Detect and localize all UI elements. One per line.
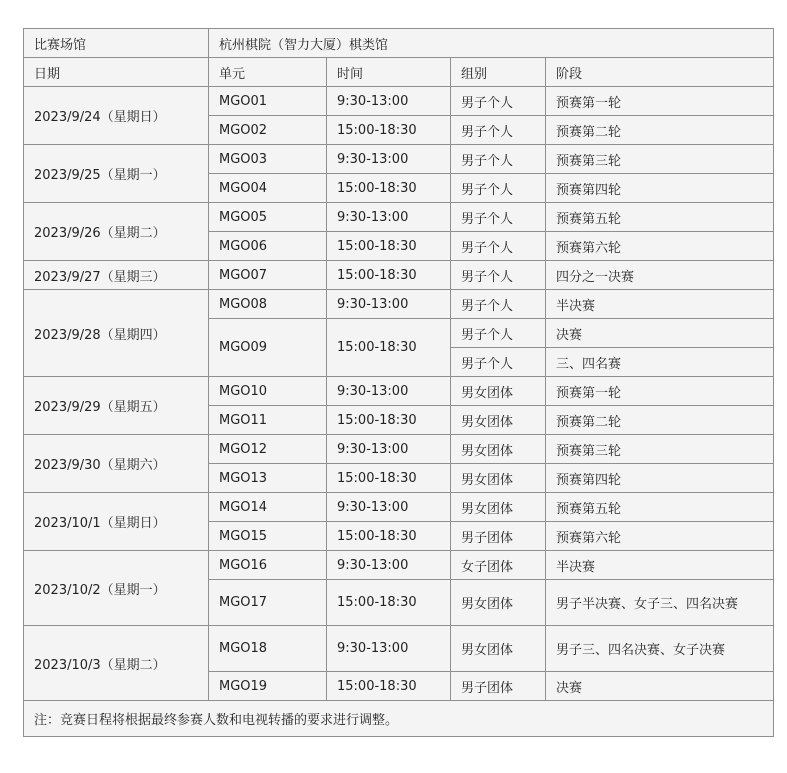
stage-cell: 半决赛 — [546, 290, 774, 319]
group-cell: 男女团体 — [451, 435, 546, 464]
header-row — [24, 58, 774, 87]
schedule-row — [24, 261, 774, 290]
stage-cell: 预赛第四轮 — [546, 464, 774, 493]
time-cell: 15:00-18:30 — [327, 406, 451, 435]
unit-cell: MGO01 — [209, 87, 327, 116]
stage-cell: 预赛第四轮 — [546, 174, 774, 203]
stage-cell: 预赛第六轮 — [546, 232, 774, 261]
time-cell: 9:30-13:00 — [327, 87, 451, 116]
time-cell: 9:30-13:00 — [327, 626, 451, 672]
time-cell: 15:00-18:30 — [327, 580, 451, 626]
group-cell: 女子团体 — [451, 551, 546, 580]
unit-cell: MGO18 — [209, 626, 327, 672]
unit-cell: MGO11 — [209, 406, 327, 435]
group-cell: 男子个人 — [451, 319, 546, 348]
header-time: 时间 — [327, 58, 451, 87]
time-cell: 15:00-18:30 — [327, 261, 451, 290]
date-cell: 2023/10/1（星期日） — [24, 493, 209, 551]
date-cell: 2023/9/25（星期一） — [24, 145, 209, 203]
stage-cell: 男子三、四名决赛、女子决赛 — [546, 626, 774, 672]
group-cell: 男女团体 — [451, 580, 546, 626]
date-cell: 2023/10/3（星期二） — [24, 626, 209, 701]
schedule-row — [24, 87, 774, 116]
stage-cell: 四分之一决赛 — [546, 261, 774, 290]
date-cell: 2023/9/30（星期六） — [24, 435, 209, 493]
schedule-row — [24, 145, 774, 174]
venue-label: 比赛场馆 — [24, 29, 209, 58]
group-cell: 男子团体 — [451, 672, 546, 701]
stage-cell: 半决赛 — [546, 551, 774, 580]
group-cell: 男女团体 — [451, 464, 546, 493]
group-cell: 男子个人 — [451, 87, 546, 116]
stage-cell: 预赛第二轮 — [546, 406, 774, 435]
date-cell: 2023/9/26（星期二） — [24, 203, 209, 261]
unit-cell: MGO14 — [209, 493, 327, 522]
schedule-body — [24, 29, 774, 737]
stage-cell: 预赛第六轮 — [546, 522, 774, 551]
stage-cell: 预赛第五轮 — [546, 493, 774, 522]
schedule-row — [24, 435, 774, 464]
unit-cell: MGO02 — [209, 116, 327, 145]
unit-cell: MGO16 — [209, 551, 327, 580]
schedule-row — [24, 290, 774, 319]
group-cell: 男子个人 — [451, 290, 546, 319]
stage-cell: 预赛第一轮 — [546, 87, 774, 116]
time-cell: 9:30-13:00 — [327, 435, 451, 464]
stage-cell: 预赛第一轮 — [546, 377, 774, 406]
group-cell: 男女团体 — [451, 377, 546, 406]
header-unit: 单元 — [209, 58, 327, 87]
unit-cell: MGO04 — [209, 174, 327, 203]
schedule-row — [24, 551, 774, 580]
schedule-row — [24, 626, 774, 672]
unit-cell: MGO15 — [209, 522, 327, 551]
stage-cell: 男子半决赛、女子三、四名决赛 — [546, 580, 774, 626]
group-cell: 男子个人 — [451, 174, 546, 203]
unit-cell: MGO09 — [209, 319, 327, 377]
group-cell: 男子个人 — [451, 145, 546, 174]
schedule-table — [23, 28, 774, 737]
schedule-row — [24, 493, 774, 522]
time-cell: 9:30-13:00 — [327, 493, 451, 522]
date-cell: 2023/9/29（星期五） — [24, 377, 209, 435]
date-cell: 2023/9/27（星期三） — [24, 261, 209, 290]
time-cell: 15:00-18:30 — [327, 522, 451, 551]
group-cell: 男子个人 — [451, 116, 546, 145]
time-cell: 9:30-13:00 — [327, 377, 451, 406]
group-cell: 男女团体 — [451, 493, 546, 522]
date-cell: 2023/10/2（星期一） — [24, 551, 209, 626]
stage-cell: 预赛第二轮 — [546, 116, 774, 145]
schedule-row — [24, 203, 774, 232]
schedule-row — [24, 377, 774, 406]
group-cell: 男子个人 — [451, 203, 546, 232]
date-cell: 2023/9/28（星期四） — [24, 290, 209, 377]
stage-cell: 预赛第三轮 — [546, 435, 774, 464]
unit-cell: MGO08 — [209, 290, 327, 319]
unit-cell: MGO10 — [209, 377, 327, 406]
venue-row — [24, 29, 774, 58]
header-stage: 阶段 — [546, 58, 774, 87]
time-cell: 15:00-18:30 — [327, 174, 451, 203]
header-date: 日期 — [24, 58, 209, 87]
unit-cell: MGO13 — [209, 464, 327, 493]
unit-cell: MGO07 — [209, 261, 327, 290]
unit-cell: MGO19 — [209, 672, 327, 701]
time-cell: 9:30-13:00 — [327, 145, 451, 174]
unit-cell: MGO12 — [209, 435, 327, 464]
group-cell: 男女团体 — [451, 626, 546, 672]
unit-cell: MGO05 — [209, 203, 327, 232]
group-cell: 男子个人 — [451, 348, 546, 377]
stage-cell: 预赛第五轮 — [546, 203, 774, 232]
venue-value: 杭州棋院（智力大厦）棋类馆 — [209, 29, 774, 58]
time-cell: 15:00-18:30 — [327, 464, 451, 493]
time-cell: 15:00-18:30 — [327, 232, 451, 261]
note-row — [24, 701, 774, 737]
unit-cell: MGO17 — [209, 580, 327, 626]
stage-cell: 决赛 — [546, 672, 774, 701]
footnote: 注：竞赛日程将根据最终参赛人数和电视转播的要求进行调整。 — [24, 701, 774, 737]
time-cell: 9:30-13:00 — [327, 203, 451, 232]
time-cell: 15:00-18:30 — [327, 116, 451, 145]
group-cell: 男子团体 — [451, 522, 546, 551]
time-cell: 9:30-13:00 — [327, 290, 451, 319]
date-cell: 2023/9/24（星期日） — [24, 87, 209, 145]
time-cell: 15:00-18:30 — [327, 672, 451, 701]
group-cell: 男子个人 — [451, 261, 546, 290]
group-cell: 男子个人 — [451, 232, 546, 261]
stage-cell: 预赛第三轮 — [546, 145, 774, 174]
group-cell: 男女团体 — [451, 406, 546, 435]
stage-cell: 决赛 — [546, 319, 774, 348]
unit-cell: MGO06 — [209, 232, 327, 261]
header-group: 组别 — [451, 58, 546, 87]
unit-cell: MGO03 — [209, 145, 327, 174]
stage-cell: 三、四名赛 — [546, 348, 774, 377]
time-cell: 15:00-18:30 — [327, 319, 451, 377]
time-cell: 9:30-13:00 — [327, 551, 451, 580]
